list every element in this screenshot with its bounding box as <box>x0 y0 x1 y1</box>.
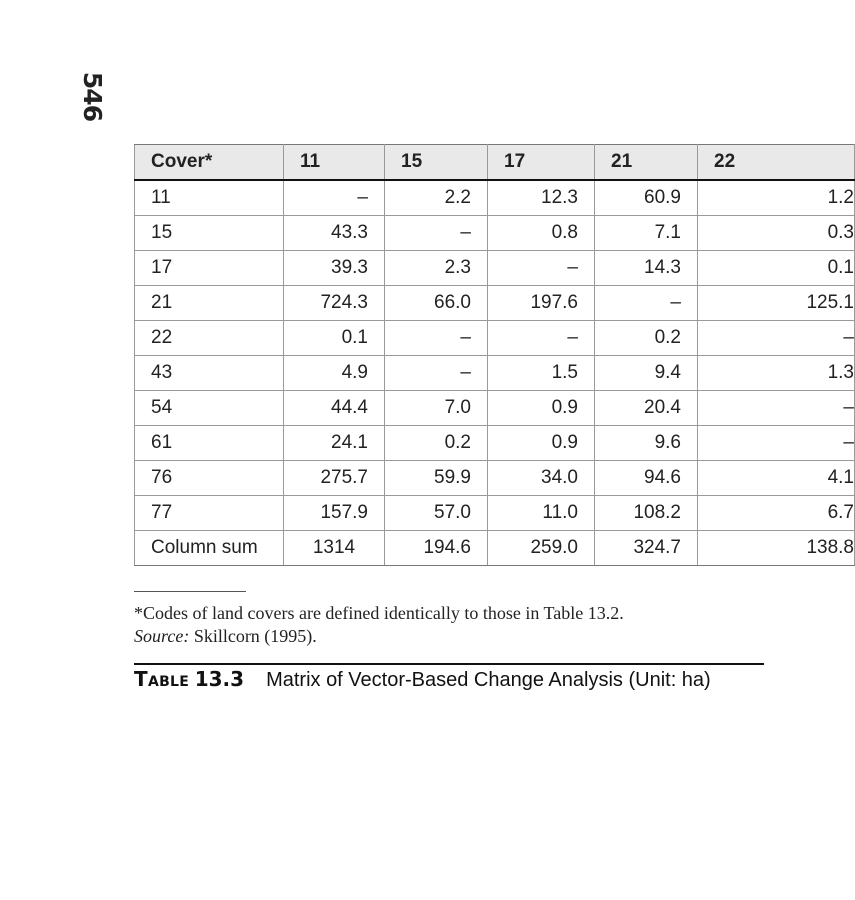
table-row <box>135 180 855 216</box>
caption-label: Table <box>134 667 190 691</box>
row-label: 22 <box>135 321 284 356</box>
footnote-rule <box>134 591 246 592</box>
row-label: 17 <box>135 251 284 286</box>
table-row <box>135 321 855 356</box>
table-cell: – <box>698 391 855 426</box>
table-cell: 7.1 <box>595 216 698 251</box>
change-matrix-table <box>134 144 855 566</box>
table-cell: – <box>595 286 698 321</box>
change-matrix-table-container <box>134 144 854 572</box>
table-cell: 1.5 <box>488 356 595 391</box>
row-label: 11 <box>135 180 284 216</box>
table-cell: – <box>385 356 488 391</box>
caption-number: 13.3 <box>194 667 245 691</box>
table-cell: 324.7 <box>595 531 698 566</box>
column-sum-row <box>135 531 855 566</box>
table-cell: 2.3 <box>385 251 488 286</box>
table-cell: 94.6 <box>595 461 698 496</box>
table-cell: 4.9 <box>284 356 385 391</box>
row-label-column-sum: Column sum <box>135 531 284 566</box>
table-cell: 724.3 <box>284 286 385 321</box>
table-cell: 157.9 <box>284 496 385 531</box>
table-cell: 108.2 <box>595 496 698 531</box>
table-cell: 2.2 <box>385 180 488 216</box>
table-cell: 20.4 <box>595 391 698 426</box>
table-cell: 59.9 <box>385 461 488 496</box>
table-cell: – <box>698 321 855 356</box>
table-cell: 0.9 <box>488 426 595 461</box>
table-footnotes <box>134 602 624 648</box>
table-cell: 11.0 <box>488 496 595 531</box>
page-number: 546 <box>78 71 108 122</box>
table-row <box>135 356 855 391</box>
table-cell: 0.1 <box>698 251 855 286</box>
table-cell: 44.4 <box>284 391 385 426</box>
column-header: 21 <box>595 145 698 181</box>
table-cell: 194.6 <box>385 531 488 566</box>
table-cell: – <box>385 321 488 356</box>
table-cell: 39.3 <box>284 251 385 286</box>
row-label: 61 <box>135 426 284 461</box>
table-cell: 0.2 <box>385 426 488 461</box>
table-cell: – <box>385 216 488 251</box>
caption-title: Matrix of Vector-Based Change Analysis (Unit: ha) <box>266 669 711 691</box>
footnote-codes: *Codes of land covers are defined identically to those in Table 13.2. <box>134 603 624 623</box>
table-row <box>135 251 855 286</box>
row-label: 43 <box>135 356 284 391</box>
table-cell: 66.0 <box>385 286 488 321</box>
table-cell: 125.1 <box>698 286 855 321</box>
column-header: 11 <box>284 145 385 181</box>
row-label: 21 <box>135 286 284 321</box>
table-cell: 1.3 <box>698 356 855 391</box>
table-cell: 1314 <box>284 531 385 566</box>
table-cell: – <box>488 321 595 356</box>
table-row <box>135 426 855 461</box>
table-header-row <box>135 145 855 181</box>
table-cell: 9.4 <box>595 356 698 391</box>
source-label: Source: <box>134 626 190 646</box>
table-cell: 57.0 <box>385 496 488 531</box>
column-header: 22 <box>698 145 855 181</box>
table-row <box>135 286 855 321</box>
table-cell: 24.1 <box>284 426 385 461</box>
footnote-source <box>134 625 624 648</box>
table-cell: 275.7 <box>284 461 385 496</box>
table-cell: 259.0 <box>488 531 595 566</box>
column-header: 17 <box>488 145 595 181</box>
caption-rule <box>134 663 764 665</box>
table-cell: 4.1 <box>698 461 855 496</box>
table-cell: 0.9 <box>488 391 595 426</box>
table-cell: 43.3 <box>284 216 385 251</box>
table-row <box>135 216 855 251</box>
column-header-cover: Cover* <box>135 145 284 181</box>
table-cell: 14.3 <box>595 251 698 286</box>
table-cell: 138.8 <box>698 531 855 566</box>
table-cell: 9.6 <box>595 426 698 461</box>
table-row <box>135 461 855 496</box>
table-caption <box>134 667 711 692</box>
table-cell: 0.3 <box>698 216 855 251</box>
row-label: 76 <box>135 461 284 496</box>
table-cell: – <box>488 251 595 286</box>
table-cell: 0.2 <box>595 321 698 356</box>
table-cell: 0.1 <box>284 321 385 356</box>
table-cell: 12.3 <box>488 180 595 216</box>
source-text: Skillcorn (1995). <box>189 626 317 646</box>
table-cell: 1.2 <box>698 180 855 216</box>
table-cell: – <box>284 180 385 216</box>
table-cell: 7.0 <box>385 391 488 426</box>
row-label: 54 <box>135 391 284 426</box>
table-cell: 0.8 <box>488 216 595 251</box>
table-cell: 197.6 <box>488 286 595 321</box>
table-row <box>135 391 855 426</box>
column-header: 15 <box>385 145 488 181</box>
row-label: 15 <box>135 216 284 251</box>
table-cell: 60.9 <box>595 180 698 216</box>
table-cell: 34.0 <box>488 461 595 496</box>
table-cell: 6.7 <box>698 496 855 531</box>
table-cell: – <box>698 426 855 461</box>
row-label: 77 <box>135 496 284 531</box>
table-row <box>135 496 855 531</box>
